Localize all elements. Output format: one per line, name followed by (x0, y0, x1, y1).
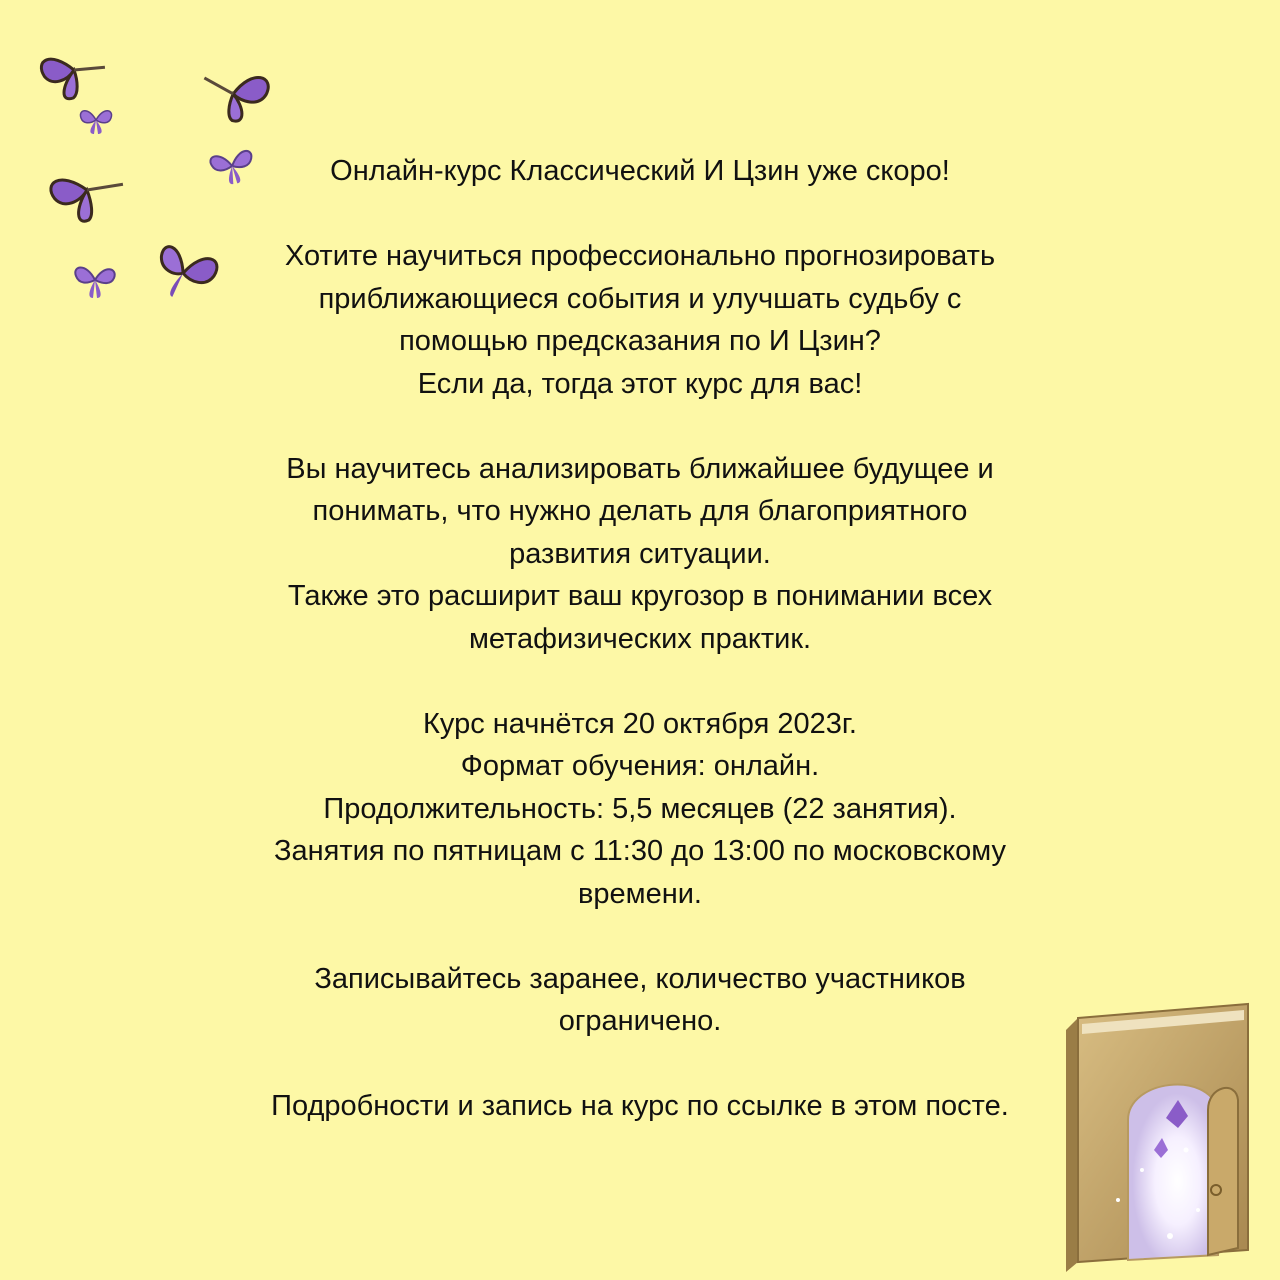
butterfly-icon (78, 104, 114, 136)
intro-line: Хотите научиться профессионально прогнозировать (284, 240, 996, 272)
butterfly-icon (48, 154, 126, 226)
benefits-line: Также это расширит ваш кругозор в понимании всех (287, 580, 993, 612)
intro-line: приближающиеся события и улучшать судьбу с (318, 282, 962, 315)
signup-paragraph (150, 958, 1130, 1043)
magic-book-icon (1058, 1000, 1258, 1275)
link-note-line: Подробности и запись на курс по ссылке в этом посте. (271, 1090, 1009, 1122)
link-note-paragraph (150, 1085, 1130, 1128)
benefits-line: Вы научитесь анализировать ближайшее будущее и (286, 452, 994, 485)
schedule-line: времени. (577, 877, 702, 910)
benefits-line: метафизических практик. (468, 622, 812, 655)
intro-line: Если да, тогда этот курс для вас! (417, 367, 863, 400)
benefits-paragraph (150, 448, 1130, 661)
intro-paragraph (150, 235, 1130, 405)
benefits-line: понимать, что нужно делать для благоприятного (312, 495, 968, 527)
butterfly-icon (72, 258, 118, 300)
title-line: Онлайн-курс Классический И Цзин уже скоро! (330, 155, 950, 187)
intro-line: помощью предсказания по И Цзин? (399, 325, 881, 357)
signup-line: ограничено. (558, 1005, 722, 1037)
butterfly-icon (196, 56, 272, 126)
announcement-text (150, 150, 1130, 1128)
signup-line: Записывайтесь заранее, количество участников (314, 962, 966, 995)
start-date-line: Курс начнётся 20 октября 2023г. (423, 707, 857, 740)
benefits-line: развития ситуации. (509, 537, 771, 570)
schedule-line: Занятия по пятницам с 11:30 до 13:00 по московскому (274, 835, 1006, 867)
duration-line: Продолжительность: 5,5 месяцев (22 занятия). (323, 792, 957, 825)
announcement-title (150, 150, 1130, 193)
details-paragraph (150, 703, 1130, 916)
format-line: Формат обучения: онлайн. (460, 750, 820, 782)
butterfly-icon (38, 38, 110, 102)
